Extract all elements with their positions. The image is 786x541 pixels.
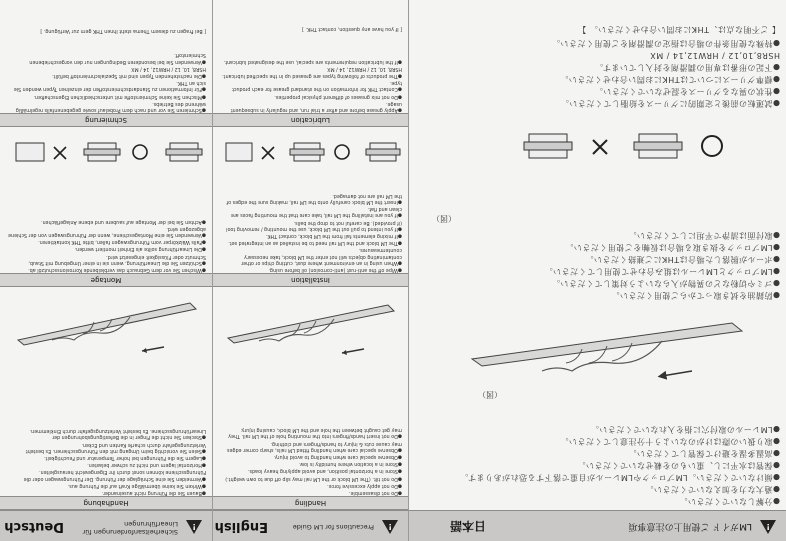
- jp-handling-line: ●LMレールの取付穴に指を入れないでください。: [590, 425, 780, 434]
- en-handling-para: ●Do not disassemble.: [348, 490, 402, 495]
- en-install-para: ●If you intend to pull out the LM block, use the mounting / removing tool (if provided). Be careful not to drop the balls.: [226, 219, 402, 231]
- en-install-para: ●When using in an environment where dust, cutting chips or other contaminating objects will not enter the LM block, take necessary countermeasures.: [241, 247, 402, 265]
- de-handling-para: ●Bauen Sie die Führung nicht auseinander.: [101, 490, 206, 495]
- hand-rail-drawing: [412, 306, 782, 401]
- en-lub-para: ●Contact THK for information on the standard grease for each product type.: [231, 80, 402, 92]
- montage-title: Montage: [90, 276, 122, 284]
- en-lub-para: ●Do not mix greases of different physical properties.: [274, 93, 402, 99]
- deutsch-column: [0, 0, 212, 541]
- en-handling-para: ●Store in a horizontal position, and avoid applying heavy loads.: [248, 468, 402, 474]
- handling-title: Handling: [294, 499, 327, 507]
- japanese-installation-text: [417, 229, 780, 301]
- en-lub-para: ●The products of following types are greased up in the specified lubricant.: [222, 72, 402, 78]
- installation-section-header: [213, 273, 408, 287]
- japanese-lubrication-text: [417, 37, 780, 109]
- deutsch-ok-ng-illustration: [4, 131, 208, 175]
- en-handling-para: ●Observe special care when handling fitted LM rails, sharp corner edges may cause cuts & injury to hands/fingers and clothing.: [227, 440, 402, 452]
- jp-lub-line: ●特殊な使用条件の場合は指定の潤滑剤をご使用ください。: [551, 39, 780, 48]
- en-lub-para: HSR8, 10, 12 / HRW12, 14 / MX: [327, 65, 402, 71]
- en-handling-para: ●Store in a location where humidity is low.: [299, 461, 402, 467]
- jp-lub-line: ●下記の形番は専用の潤滑剤を封入しています。: [594, 63, 780, 72]
- english-column: [212, 0, 408, 541]
- warning-icon: [760, 520, 776, 534]
- de-lub-para: ●Verwenden Sie bei besonderen Bedingungen nur den vorgeschriebenen Schmierstoff.: [29, 52, 206, 64]
- jp-handling-line: ●傾けないでください。LMブロックやLMレールが自重で落下する恐れがあります。: [459, 473, 780, 482]
- jp-handling-line: ●過大な力を加えないでください。: [645, 485, 780, 494]
- english-ok-ng-illustration: [217, 131, 404, 175]
- english-handling-text: [221, 425, 402, 495]
- de-montage-para: ●Verwenden Sie eine Montageschiene, wenn der Führungswagen von der Schiene abgezogen wird.: [8, 225, 206, 237]
- jp-install-line: ●取付面は清浄で平坦にしてください。: [628, 231, 780, 240]
- japanese-header: [409, 510, 786, 541]
- jp-install-line: ●防錆油を拭き取ってからご使用ください。: [611, 291, 780, 300]
- de-handling-para: ●Stecken Sie nicht die Finger in die Befestigungsbohrungen der Linearführungsschiene. Es besteht Verletzungsgefahr durch Einklemmen.: [29, 428, 206, 440]
- deutsch-schmierung-text: [8, 50, 206, 112]
- lubrication-section-header: [213, 113, 408, 127]
- jp-install-line: ●ゴミや切粉などの異物が入らないよう対策してください。: [551, 279, 780, 288]
- english-installation-text: [221, 191, 402, 272]
- warning-icon: [186, 520, 202, 534]
- ng-cross-icon: [54, 147, 66, 159]
- english-footer: [ If you have any question, contact THK. ]: [302, 26, 402, 31]
- jp-lub-line: ●性状の異なるグリースを混ぜないでください。: [594, 87, 780, 96]
- de-handling-para: ●Lagern Sie die Führungen bei hoher Temperatur und Feuchtigkeit.: [44, 454, 206, 460]
- ok-circle-icon: [702, 136, 722, 156]
- fig-label: （図）: [478, 390, 502, 399]
- jp-install-line: ●LMブロックを抜き取る場合は仮軸をご使用ください。: [564, 243, 780, 252]
- en-install-para: ●Insert the LM block carefully onto the LM rail, making sure the edges of the LM rail are not damaged.: [226, 192, 402, 204]
- jp-lub-line: HSR8,10,12 / HRW12,14 / MX: [649, 51, 780, 60]
- de-montage-para: ●Wischen Sie vor dem Gebrauch das verbleibende Korrosionsschutzöl ab.: [28, 267, 206, 272]
- japanese-ok-ng-illustration: [413, 116, 782, 186]
- jp-install-line: ●LMブロックとLMレールは組み合わせて使用してください。: [544, 267, 780, 276]
- deutsch-montage-text: [8, 216, 206, 272]
- english-header: [213, 510, 408, 541]
- jp-lub-line: ●試運転の前後と定期的にグリースを給脂してください。: [560, 99, 780, 108]
- ok-circle-icon: [133, 145, 147, 159]
- english-title: English: [214, 519, 268, 534]
- en-handling-para: ●Observe special care when handling to avoid injury.: [273, 453, 402, 459]
- de-montage-para: ●Die Linearführung sollte als Einheit montiert werden.: [74, 246, 206, 252]
- warning-icon: [382, 520, 398, 534]
- english-lubrication-text: [221, 56, 402, 112]
- montage-section-header: [0, 273, 212, 287]
- deutsch-title: Deutsch: [4, 519, 64, 534]
- de-handling-para: ●Vermeiden Sie eine Schräglage der Führung. Der Führungswagen oder die Führungsschiene können sonst durch ihr Eigengewicht herausgleiten.: [23, 469, 206, 481]
- japanese-title: 日本語: [449, 519, 486, 533]
- lubrication-title: Lubrication: [290, 116, 331, 124]
- en-handling-para: ●Do not insert hands/fingers into the mounting hole of the LM rail. They may get caught between the hole and the LM block, causing injury.: [228, 427, 402, 439]
- en-handling-para: ●Do not tilt. (The LM block or the LM rail may slip off due to own weight.): [225, 475, 402, 481]
- installation-title: Installation: [291, 276, 330, 284]
- en-install-para: ●If you are installing the LM rail, take care that the mounting faces are clean and flat.: [230, 206, 402, 218]
- en-install-para: ●Wipe off the anti-rust (anti-corrosion) oil before using.: [268, 267, 402, 272]
- ok-ng-drawing: [4, 131, 208, 175]
- schmierung-title: Schmierung: [85, 116, 127, 124]
- en-install-para: ●The LM block and the LM rail need to be installed as an integrated set.: [228, 240, 402, 246]
- english-rail-illustration: [217, 291, 404, 371]
- de-montage-para: ●Achten Sie bei der Montage auf saubere und ebene Anlageflächen.: [41, 218, 206, 224]
- en-install-para: ●If mixing elements fail from the LM block, contact THK.: [265, 232, 402, 238]
- japanese-column: [408, 0, 786, 541]
- en-handling-para: ●Do not apply excessive force.: [327, 482, 402, 488]
- ok-circle-icon: [335, 145, 349, 159]
- de-lub-para: ●Schmieren Sie vor und nach dem Probelauf sowie gegebenenfalls regelmäßig während des Betriebs.: [15, 100, 206, 112]
- japanese-rail-illustration: [413, 306, 782, 401]
- handhabung-section-header: [0, 496, 212, 510]
- hand-rail-drawing: [4, 291, 208, 371]
- japanese-footer: 【 ご不明な点は、THKにお問い合わせください。 】: [577, 25, 780, 34]
- de-lub-para: ●Die nachstehenden Typen sind mit Spezialschmierstoff befüllt.: [52, 72, 206, 78]
- de-handling-para: ●Seien Sie vorsichtig beim Umgang mit den Führungsschienen. Es besteht Verletzungsgefahr durch scharfe Kanten und Ecken.: [25, 441, 206, 453]
- en-lub-para: ●Apply grease before and after a trial run, and regularly in subsequent usage.: [230, 100, 402, 112]
- ok-ng-drawing: [216, 131, 404, 175]
- fig-label-2: （図）: [432, 214, 456, 223]
- de-handling-para: ●Horizontal lagern und nicht zu schwer belasten.: [87, 462, 206, 468]
- de-montage-para: ●Falls Wälzkörper vom Führungswagen fallen, bitte THK kontaktieren.: [38, 239, 206, 245]
- schmierung-section-header: [0, 113, 212, 127]
- de-handling-para: ●Wirken Sie keine übermäßige Kraft auf die Führung aus.: [67, 482, 206, 488]
- de-lub-para: ●Für Informationen zu Standardschmierstoffen der einzelnen Typen wenden Sie sich an THK.: [13, 80, 206, 92]
- jp-handling-line: ●取り扱いの際はけがのないよう十分注意してください。: [560, 437, 780, 446]
- jp-install-line: ●ボールが脱落した場合はTHKにご連絡ください。: [585, 255, 780, 264]
- en-lub-para: ●If the lubrication requirements are special, use the designated lubricant.: [223, 58, 402, 64]
- deutsch-handhabung-text: [8, 426, 206, 495]
- ok-ng-drawing: [412, 116, 782, 186]
- japanese-handling-text: [417, 423, 780, 507]
- jp-lub-line: ●標準グリースについてはTHKにお問い合わせください。: [559, 75, 780, 84]
- handling-section-header: [213, 496, 408, 510]
- jp-handling-line: ●保管は水平にし、重いものを載せないでください。: [577, 461, 780, 470]
- deutsch-footer: [ Bei Fragen zu diesem Thema steht Ihnen THK gern zur Verfügung. ]: [40, 28, 206, 33]
- japanese-subtitle: LMガイド ご使用上の注意事項: [628, 521, 752, 531]
- de-lub-para: ●Mischen Sie keine Schmierstoffe mit unterschiedlichen Eigenschaften.: [33, 93, 206, 99]
- deutsch-rail-illustration: [4, 291, 208, 371]
- jp-handling-line: ●分解しないでください。: [679, 497, 780, 506]
- de-lub-para: HSR8, 10, 12 / HRW12, 14 / MX: [131, 65, 206, 71]
- handhabung-title: Handhabung: [83, 499, 129, 507]
- english-subtitle: Precautions for LM Guide: [292, 523, 374, 531]
- jp-handling-line: ●高温多湿を避けて保管してください。: [628, 449, 780, 458]
- ng-cross-icon: [593, 140, 607, 154]
- deutsch-header: [0, 510, 212, 541]
- de-montage-para: ●Schützen Sie die Linearführung, wenn sie in einer Umgebung mit Staub, Schmutz oder Flüssigkeit eingesetzt wird.: [28, 253, 206, 265]
- ng-cross-icon: [262, 147, 274, 159]
- hand-rail-drawing: [216, 291, 404, 371]
- deutsch-subtitle: Sicherheitsanforderungen für Linearführungen: [82, 520, 178, 536]
